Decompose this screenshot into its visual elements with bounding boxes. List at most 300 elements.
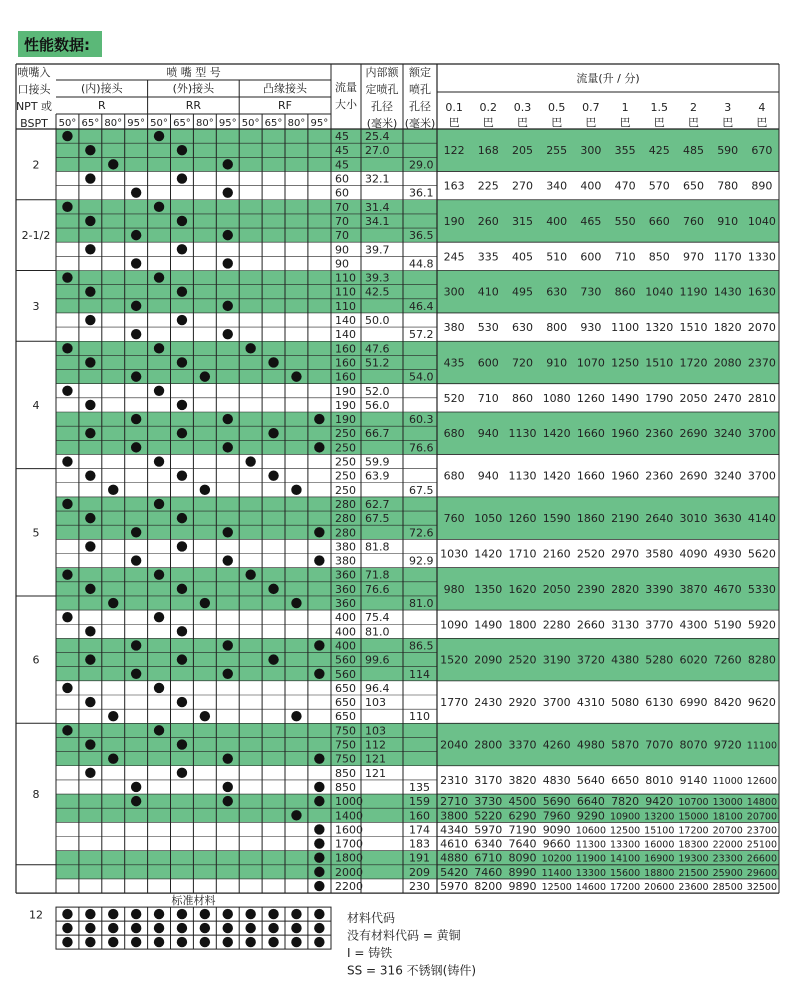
flow-rate-value: 3630 <box>713 512 742 526</box>
model-dot <box>223 669 233 679</box>
flow-rate-value: 1100 <box>611 321 640 335</box>
flow-rate-value: 1590 <box>542 512 571 526</box>
flow-rate-value: 1790 <box>645 391 674 405</box>
internal-bore-value: 52.0 <box>365 384 390 398</box>
model-dot <box>314 867 324 877</box>
model-dot <box>177 357 187 367</box>
flow-rate-value: 4090 <box>679 547 708 561</box>
model-dot <box>85 739 95 749</box>
flow-size-value: 1700 <box>335 837 363 851</box>
flow-rate-value: 17200 <box>678 825 709 837</box>
flow-size-value: 750 <box>335 724 356 738</box>
flow-size-value: 400 <box>335 625 356 639</box>
model-dot <box>131 669 141 679</box>
flow-rate-value: 1510 <box>645 356 674 370</box>
model-dot <box>62 612 72 622</box>
flow-size-value: 250 <box>335 483 356 497</box>
flow-rate-value: 168 <box>477 144 499 158</box>
spray-angle-label: 80° <box>195 118 214 129</box>
flow-rate-value: 1770 <box>440 696 469 710</box>
spray-angle-label: 50° <box>241 118 260 129</box>
flow-size-value: 70 <box>335 214 349 228</box>
internal-bore-header: 孔径 <box>371 100 393 113</box>
material-code-legend: 材料代码 <box>347 911 396 926</box>
flow-size-value: 1600 <box>335 823 363 837</box>
flow-rate-value: 1490 <box>611 391 640 405</box>
pressure-unit-label: 巴 <box>619 116 631 129</box>
flow-rate-value: 2070 <box>747 321 776 335</box>
flow-rate-value: 5970 <box>474 823 503 837</box>
flow-rate-value: 4610 <box>440 837 469 851</box>
model-code-label: R <box>97 99 106 112</box>
nozzle-model-header: 喷 嘴 型 号 <box>166 66 221 79</box>
flow-rate-value: 25900 <box>712 867 743 879</box>
flow-rate-value: 970 <box>683 250 704 264</box>
rated-orifice-value: 110 <box>409 710 430 724</box>
material-dot <box>291 923 301 933</box>
material-code-legend: I = 铸铁 <box>347 946 393 961</box>
flow-rate-value: 16900 <box>644 853 675 865</box>
flow-rate-value: 16000 <box>644 839 675 851</box>
spray-angle-label: 65° <box>81 118 100 129</box>
spray-angle-label: 95° <box>218 118 237 129</box>
material-dot <box>177 923 187 933</box>
flow-rate-value: 15100 <box>644 825 675 837</box>
flow-size-value: 560 <box>335 667 356 681</box>
model-dot <box>200 711 210 721</box>
model-dot <box>85 400 95 410</box>
flow-rate-value: 5920 <box>747 618 776 632</box>
pressure-value-label: 3 <box>724 101 732 114</box>
model-dot <box>154 570 164 580</box>
flow-rate-value: 15000 <box>678 811 709 823</box>
flow-rate-value: 630 <box>512 321 533 335</box>
internal-bore-value: 66.7 <box>365 427 390 441</box>
flow-rate-value: 1070 <box>576 356 605 370</box>
flow-rate-value: 1490 <box>474 618 503 632</box>
flow-rate-value: 940 <box>477 427 499 441</box>
material-dot <box>85 909 95 919</box>
inlet-size-label: 3 <box>32 299 40 313</box>
flow-size-value: 280 <box>335 526 356 540</box>
inlet-size-label: 2-1/2 <box>21 229 51 243</box>
flow-rate-value: 18300 <box>678 839 709 851</box>
flow-size-value: 1400 <box>335 809 363 823</box>
pressure-unit-label: 巴 <box>688 116 699 129</box>
material-dot <box>291 937 301 947</box>
model-dot <box>314 796 324 806</box>
flow-rate-value: 270 <box>512 179 533 193</box>
flow-size-value: 190 <box>335 398 356 412</box>
flow-size-value: 560 <box>335 653 356 667</box>
flow-rate-value: 3700 <box>542 696 571 710</box>
internal-bore-header: 定喷孔 <box>365 83 399 96</box>
pressure-unit-label: 巴 <box>585 116 597 129</box>
flow-rate-value: 19300 <box>678 853 709 865</box>
flow-size-value: 250 <box>335 427 356 441</box>
flow-rate-value: 163 <box>443 179 465 193</box>
flow-rate-value: 4340 <box>440 823 469 837</box>
inlet-size-label: 5 <box>32 526 40 540</box>
model-dot <box>131 258 141 268</box>
flow-rate-value: 405 <box>512 250 533 264</box>
inlet-size-label: 8 <box>32 788 40 802</box>
model-dot <box>177 739 187 749</box>
material-dot <box>131 923 141 933</box>
flow-size-value: 360 <box>335 582 356 596</box>
pressure-value-label: 4 <box>758 101 766 114</box>
flow-rate-value: 11300 <box>575 839 607 851</box>
internal-bore-value: 31.4 <box>365 200 390 214</box>
flow-rate-value: 3240 <box>713 427 742 441</box>
internal-bore-value: 67.5 <box>365 512 390 526</box>
flow-rate-value: 470 <box>614 179 636 193</box>
internal-bore-value: 112 <box>365 738 386 752</box>
flow-rate-value: 2190 <box>611 512 640 526</box>
flow-size-value: 45 <box>335 158 349 172</box>
flow-size-header: 流量 <box>335 81 357 94</box>
model-dot <box>177 697 187 707</box>
model-dot <box>131 442 141 452</box>
internal-bore-value: 47.6 <box>365 342 390 356</box>
material-code-legend: 没有材料代码 = 黄铜 <box>347 928 461 943</box>
model-dot <box>131 329 141 339</box>
rated-orifice-value: 57.2 <box>409 328 434 342</box>
model-dot <box>85 626 95 636</box>
model-dot <box>177 428 187 438</box>
model-dot <box>314 853 324 863</box>
flow-rate-value: 860 <box>512 391 533 405</box>
material-dot <box>314 909 324 919</box>
flow-size-value: 2000 <box>335 865 363 879</box>
flow-rate-value: 760 <box>443 512 465 526</box>
material-dot <box>245 937 255 947</box>
pressure-unit-label: 巴 <box>653 116 665 129</box>
flow-size-value: 190 <box>335 384 356 398</box>
flow-rate-value: 3580 <box>645 547 674 561</box>
internal-bore-value: 121 <box>365 766 386 780</box>
inlet-header-label: 喷嘴入 <box>17 66 51 79</box>
model-dot <box>200 598 210 608</box>
pressure-value-label: 0.2 <box>479 101 498 114</box>
flow-rate-value: 10200 <box>541 853 572 865</box>
flow-rate-value: 6710 <box>474 851 503 865</box>
model-dot <box>177 584 187 594</box>
flow-rate-value: 720 <box>512 356 533 370</box>
flow-rate-value: 2360 <box>645 427 674 441</box>
flow-rate-value: 315 <box>512 214 533 228</box>
spray-angle-label: 80° <box>287 118 306 129</box>
model-dot <box>85 513 95 523</box>
flow-rate-value: 4380 <box>611 653 640 667</box>
model-dot <box>131 796 141 806</box>
model-dot <box>291 485 301 495</box>
flow-rate-value: 910 <box>717 214 739 228</box>
pressure-unit-label: 巴 <box>722 116 734 129</box>
flow-rate-value: 890 <box>751 179 773 193</box>
flow-rate-value: 9140 <box>679 773 708 787</box>
flow-rate-value: 1250 <box>611 356 640 370</box>
flow-rate-value: 26600 <box>746 853 778 865</box>
model-dot <box>223 258 233 268</box>
flow-rate-value: 8990 <box>508 865 537 879</box>
model-dot <box>245 570 255 580</box>
material-dot <box>108 937 118 947</box>
model-dot <box>62 499 72 509</box>
flow-rate-value: 32500 <box>746 882 778 894</box>
model-dot <box>291 810 301 820</box>
flow-size-value: 650 <box>335 681 356 695</box>
model-dot <box>245 456 255 466</box>
material-dot <box>291 909 301 919</box>
internal-bore-value: 75.4 <box>365 611 390 625</box>
flow-rate-value: 510 <box>546 250 568 264</box>
flow-rate-value: 7460 <box>474 865 503 879</box>
flow-rate-value: 6020 <box>679 653 708 667</box>
flow-rate-value: 5620 <box>747 547 776 561</box>
flow-rate-value: 910 <box>546 356 568 370</box>
model-dot <box>223 187 233 197</box>
flow-rate-value: 3730 <box>474 795 503 809</box>
model-dot <box>223 159 233 169</box>
flow-rate-value: 2810 <box>747 391 776 405</box>
flow-rate-value: 5640 <box>576 773 605 787</box>
flow-size-value: 280 <box>335 497 356 511</box>
pressure-unit-label: 巴 <box>551 116 563 129</box>
pressure-value-label: 1.5 <box>650 101 669 114</box>
model-dot <box>245 343 255 353</box>
rated-orifice-value: 44.8 <box>409 257 434 271</box>
internal-bore-value: 56.0 <box>365 398 390 412</box>
internal-bore-value: 96.4 <box>365 681 390 695</box>
flow-rate-value: 1520 <box>440 653 469 667</box>
flow-rate-value: 2710 <box>440 795 469 809</box>
flow-rate-value: 4140 <box>747 512 776 526</box>
material-dot <box>245 909 255 919</box>
rated-orifice-value: 72.6 <box>409 526 434 540</box>
flow-rate-value: 7820 <box>611 795 640 809</box>
flow-rate-value: 11100 <box>746 740 778 752</box>
flow-size-value: 90 <box>335 257 349 271</box>
material-dot <box>268 937 278 947</box>
model-dot <box>177 654 187 664</box>
flow-rate-value: 2050 <box>679 391 708 405</box>
model-dot <box>85 287 95 297</box>
flow-rate-value: 17200 <box>609 882 641 894</box>
material-dot <box>154 923 164 933</box>
model-dot <box>223 442 233 452</box>
flow-rate-value: 9720 <box>713 738 742 752</box>
flow-rate-value: 20700 <box>746 811 778 823</box>
section-title: 性能数据: <box>18 31 102 57</box>
internal-bore-value: 50.0 <box>365 314 390 328</box>
internal-bore-value: 103 <box>365 696 386 710</box>
material-dot <box>108 923 118 933</box>
flow-rate-value: 4930 <box>713 547 742 561</box>
model-dot <box>154 202 164 212</box>
model-dot <box>223 414 233 424</box>
internal-bore-value: 62.7 <box>365 497 390 511</box>
flow-size-value: 360 <box>335 568 356 582</box>
model-dot <box>314 782 324 792</box>
flow-rate-value: 1330 <box>747 250 776 264</box>
flow-rate-value: 22000 <box>712 839 743 851</box>
model-dot <box>177 626 187 636</box>
flow-rate-value: 1660 <box>576 469 605 483</box>
flow-rate-value: 670 <box>751 144 773 158</box>
model-dot <box>131 640 141 650</box>
flow-rate-value: 2820 <box>611 582 640 596</box>
flow-rate-value: 355 <box>614 144 636 158</box>
model-dot <box>131 782 141 792</box>
flow-rate-value: 2970 <box>611 547 640 561</box>
flow-size-value: 140 <box>335 328 356 342</box>
rated-orifice-header: 喷孔 <box>409 83 431 96</box>
flow-rate-value: 1190 <box>679 285 708 299</box>
flow-rate-value: 800 <box>546 321 568 335</box>
flow-rate-value: 1320 <box>645 321 674 335</box>
rated-orifice-value: 92.9 <box>409 554 434 568</box>
spray-angle-label: 65° <box>173 118 191 129</box>
flow-rate-value: 630 <box>546 285 568 299</box>
model-dot <box>291 711 301 721</box>
flow-rate-value: 3700 <box>747 469 776 483</box>
flow-rate-value: 23300 <box>712 853 743 865</box>
material-dot <box>200 909 210 919</box>
model-dot <box>291 371 301 381</box>
model-dot <box>223 230 233 240</box>
flow-size-value: 360 <box>335 597 356 611</box>
flow-rate-value: 7070 <box>645 738 674 752</box>
model-dot <box>131 371 141 381</box>
connection-type-label: (外)接头 <box>172 82 215 95</box>
model-dot <box>108 711 118 721</box>
flow-rate-value: 1130 <box>508 427 537 441</box>
flow-rate-value: 530 <box>477 321 499 335</box>
flow-rate-value: 2390 <box>576 582 605 596</box>
flow-rate-value: 2520 <box>576 547 605 561</box>
model-dot <box>223 796 233 806</box>
model-dot <box>268 428 278 438</box>
flow-rate-value: 3240 <box>713 469 742 483</box>
flow-rate-value: 4500 <box>508 795 537 809</box>
flow-rate-value: 255 <box>546 144 568 158</box>
flow-size-value: 250 <box>335 441 356 455</box>
model-dot <box>268 584 278 594</box>
model-dot <box>131 527 141 537</box>
flow-size-value: 190 <box>335 413 356 427</box>
flow-rate-value: 5690 <box>542 795 571 809</box>
model-dot <box>177 513 187 523</box>
flow-rate-value: 2080 <box>713 356 742 370</box>
flow-rate-value: 1080 <box>542 391 571 405</box>
flow-size-value: 160 <box>335 370 356 384</box>
flow-rate-value: 3700 <box>747 427 776 441</box>
flow-size-value: 750 <box>335 738 356 752</box>
flow-rate-value: 3190 <box>542 653 571 667</box>
connection-type-label: (内)接头 <box>81 82 123 95</box>
flow-size-value: 2200 <box>335 880 363 894</box>
flow-rate-value: 4880 <box>440 851 469 865</box>
internal-bore-value: 32.1 <box>365 172 390 186</box>
rated-orifice-value: 67.5 <box>409 483 434 497</box>
flow-size-value: 650 <box>335 710 356 724</box>
flow-rate-value: 340 <box>546 179 568 193</box>
flow-rate-value: 1130 <box>508 469 537 483</box>
flow-rate-value: 930 <box>580 321 602 335</box>
flow-size-header: 大小 <box>335 98 357 111</box>
flow-rate-value: 12500 <box>541 882 572 894</box>
model-dot <box>223 753 233 763</box>
pressure-unit-label: 巴 <box>448 116 460 129</box>
internal-bore-value: 121 <box>365 752 386 766</box>
model-dot <box>268 654 278 664</box>
flow-rate-value: 600 <box>477 356 499 370</box>
material-dot <box>223 909 233 919</box>
inlet-header-label: NPT 或 <box>15 100 53 113</box>
material-dot <box>62 937 72 947</box>
internal-bore-value: 51.2 <box>365 356 390 370</box>
flow-rate-value: 710 <box>614 250 636 264</box>
flow-rate-value: 18100 <box>712 811 743 823</box>
flow-rate-value: 12600 <box>746 775 778 787</box>
flow-rate-value: 660 <box>648 214 670 228</box>
flow-rate-value: 5870 <box>611 738 640 752</box>
flow-size-value: 45 <box>335 144 349 158</box>
flow-rate-value: 1710 <box>508 547 537 561</box>
flow-rate-value: 1510 <box>679 321 708 335</box>
model-dot <box>131 555 141 565</box>
flow-rate-value: 13200 <box>644 811 675 823</box>
materials-heading: 标准材料 <box>171 894 216 908</box>
flow-rate-value: 680 <box>443 469 465 483</box>
flow-rate-value: 5970 <box>440 880 469 894</box>
flow-rate-value: 3170 <box>474 773 503 787</box>
internal-bore-value: 71.8 <box>365 568 390 582</box>
flow-rate-value: 600 <box>580 250 602 264</box>
rated-orifice-value: 174 <box>409 823 430 837</box>
internal-bore-header: 内部额 <box>365 66 399 79</box>
model-dot <box>85 315 95 325</box>
flow-rate-value: 2470 <box>713 391 742 405</box>
model-dot <box>154 612 164 622</box>
pressure-value-label: 0.1 <box>445 101 463 114</box>
flow-rate-value: 650 <box>683 179 704 193</box>
model-dot <box>177 287 187 297</box>
model-dot <box>177 400 187 410</box>
model-dot <box>131 414 141 424</box>
model-dot <box>223 301 233 311</box>
model-dot <box>177 173 187 183</box>
flow-rate-value: 380 <box>443 321 465 335</box>
flow-rate-value: 5190 <box>713 618 742 632</box>
flow-size-value: 850 <box>335 766 356 780</box>
model-dot <box>131 301 141 311</box>
material-dot <box>177 937 187 947</box>
model-dot <box>177 216 187 226</box>
flow-rate-value: 3390 <box>645 582 674 596</box>
flow-rate-value: 4300 <box>679 618 708 632</box>
model-dot <box>62 202 72 212</box>
spray-angle-label: 50° <box>58 118 77 129</box>
model-dot <box>314 838 324 848</box>
model-dot <box>314 753 324 763</box>
flow-rate-value: 25100 <box>746 839 778 851</box>
material-code-legend: SS = 316 不锈钢(铸件) <box>347 963 477 978</box>
flow-rate-value: 9890 <box>508 880 537 894</box>
model-dot <box>154 343 164 353</box>
model-dot <box>314 442 324 452</box>
